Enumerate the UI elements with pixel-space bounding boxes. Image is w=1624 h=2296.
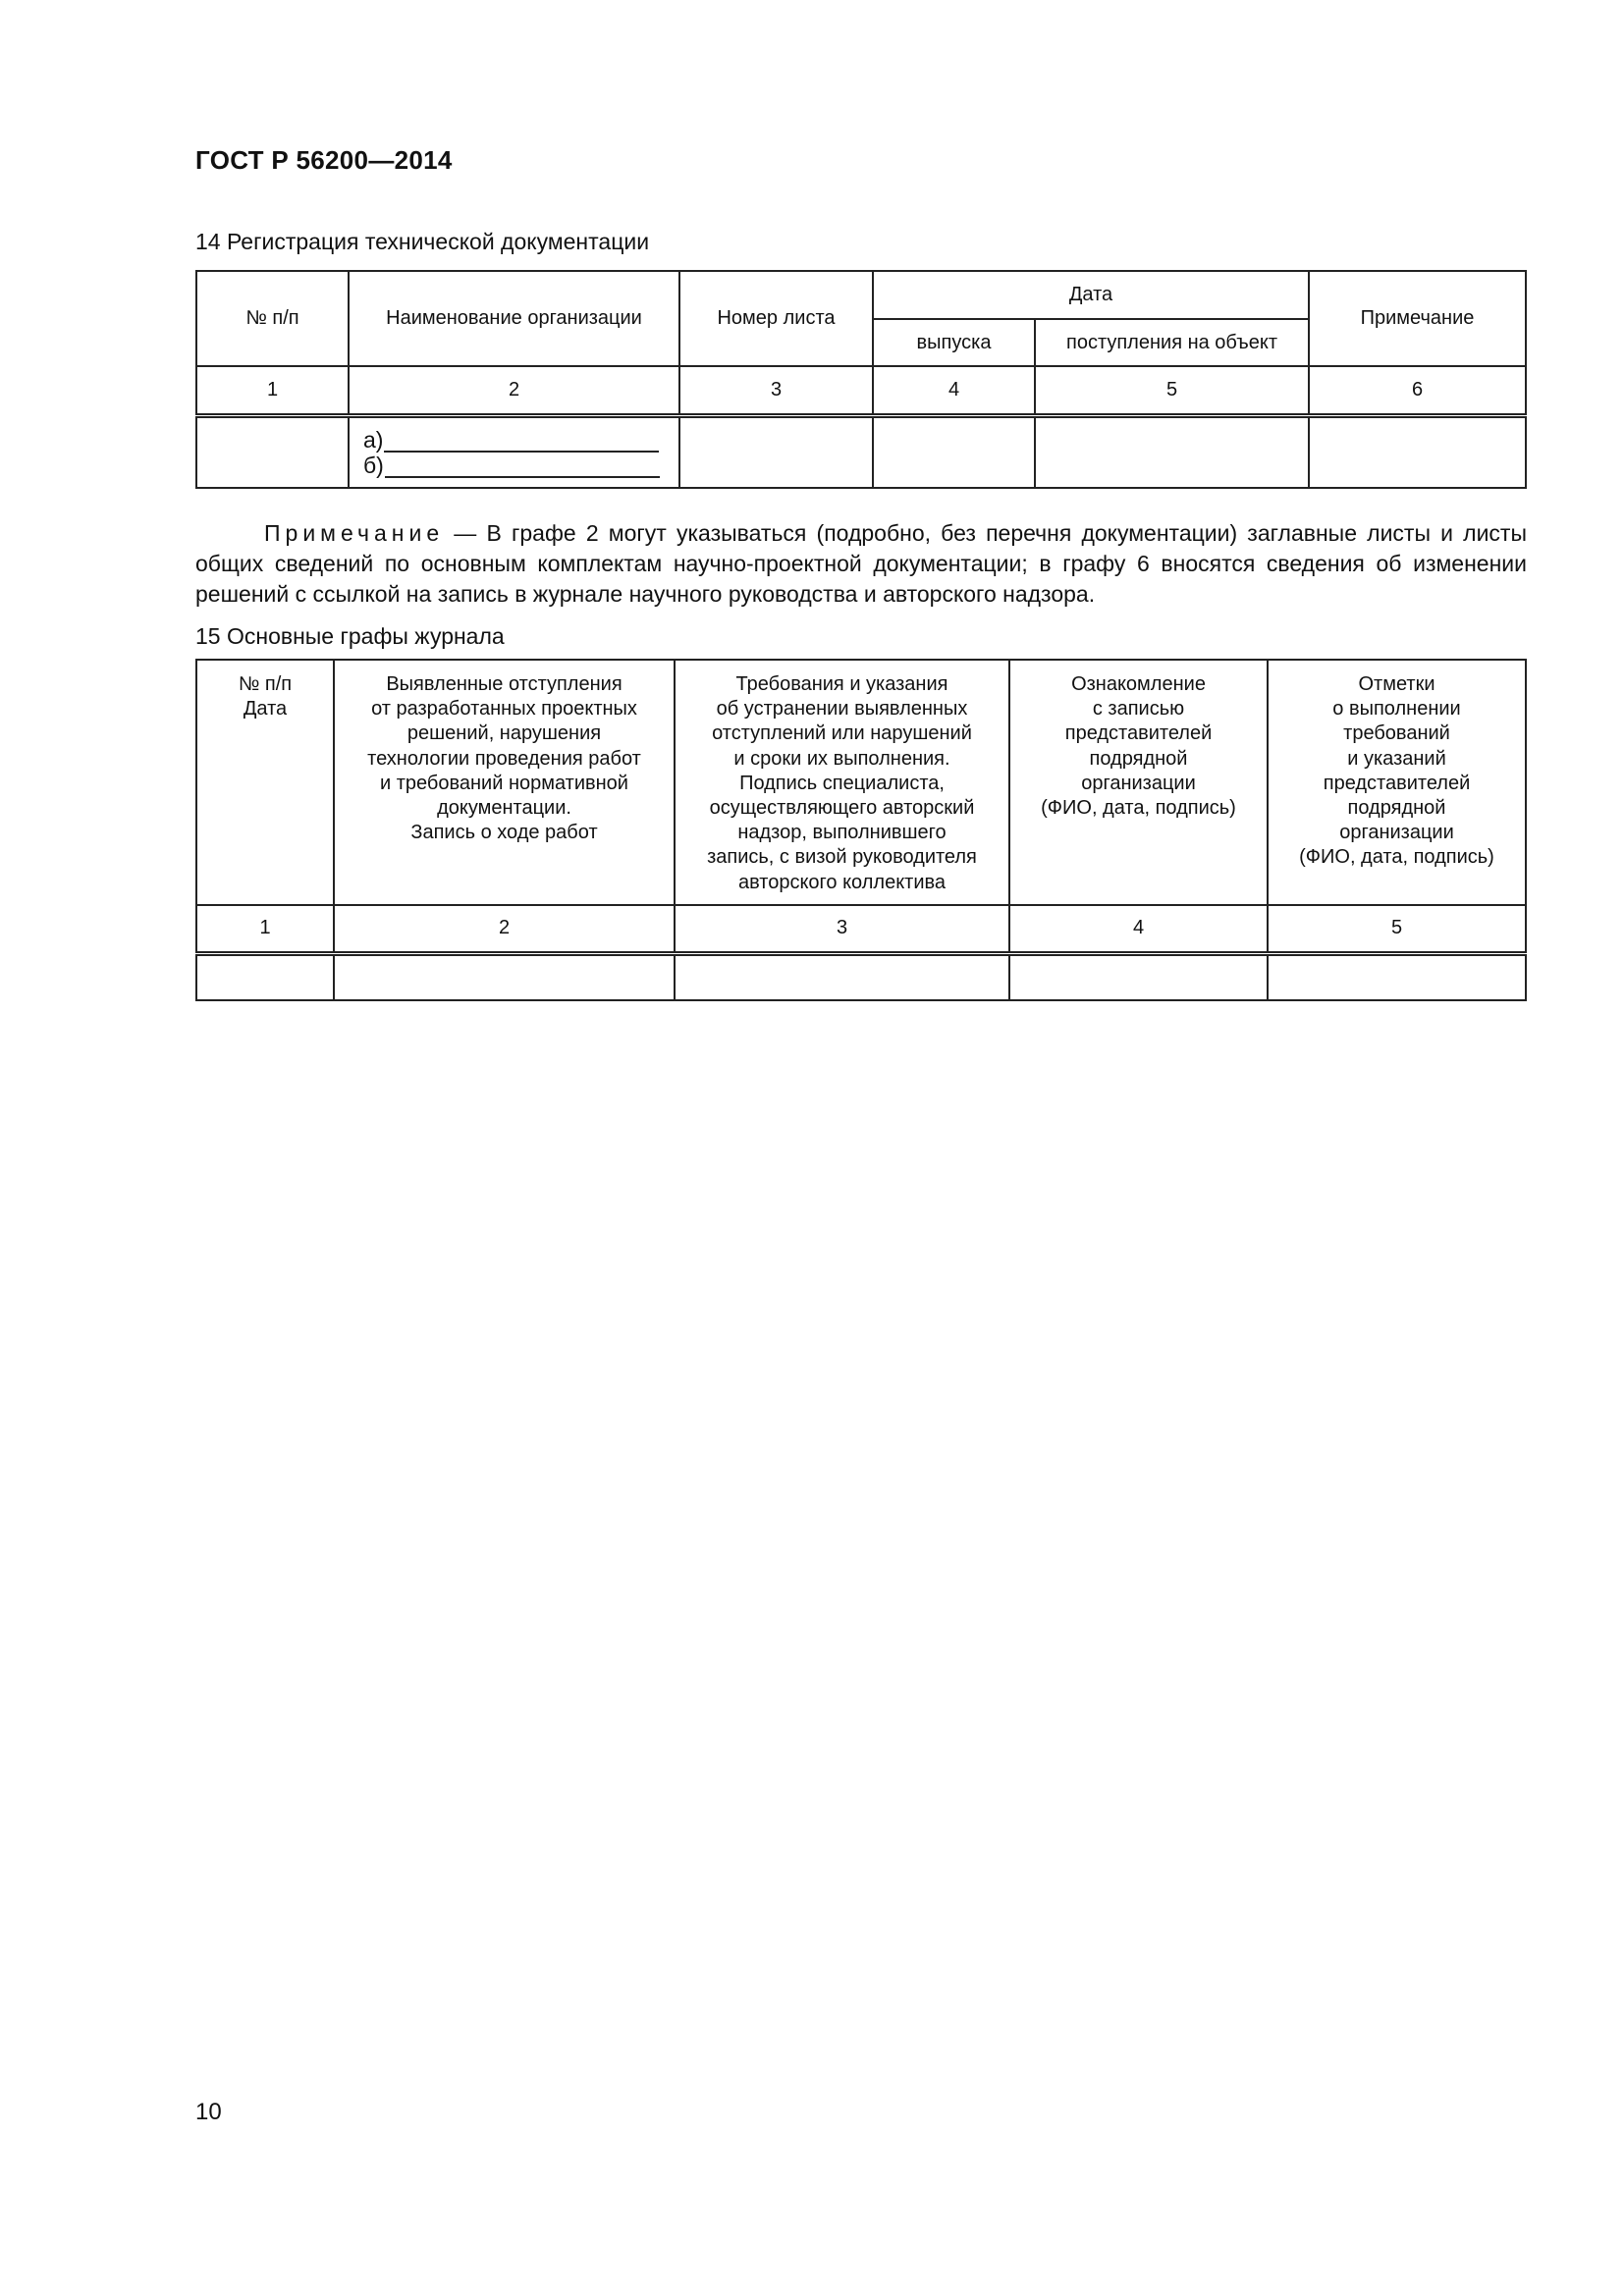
section-15-title: 15 Основные графы журнала [195,623,505,649]
blank-cell [675,953,1009,1000]
column-number-3: 3 [679,366,873,415]
organization-blank-lines [349,415,679,488]
column-number-2: 2 [349,366,679,415]
blank-line-a-label: а) [363,426,384,453]
column-number-1: 1 [196,366,349,415]
blank-cell [1009,953,1268,1000]
blank-cell [873,415,1035,488]
note-paragraph [195,518,1527,610]
blank-cell [334,953,675,1000]
header-note: Примечание [1309,271,1526,366]
blank-cell [679,415,873,488]
header-date: Дата [873,271,1309,319]
header-requirements: Требования и указания об устранении выявленных отступлений или нарушений и сроки их выполнения. Подпись специалиста, осуществляющего авторский надзор, выполнившего запись, с визой руководителя авторского коллектива [675,660,1009,905]
journal-main-columns-table [195,659,1527,1001]
blank-cell [196,953,334,1000]
column-number-3: 3 [675,905,1009,953]
column-number-1: 1 [196,905,334,953]
blank-line-a [363,427,673,453]
column-number-4: 4 [873,366,1035,415]
column-number-4: 4 [1009,905,1268,953]
blank-line-b [363,453,673,478]
blank-cell [1268,953,1526,1000]
header-no: № п/п [196,271,349,366]
header-date-arrival: поступления на объект [1035,319,1309,366]
note-text: — В графе 2 могут указываться (подробно, без перечня документации) заглавные листы и листы общих сведений по основным комплектам научно-проектной документации; в графу 6 вносятся сведения об изменении решений с ссылкой на запись в журнале научного руководства и авторского надзора. [195,520,1527,607]
document-code-header: ГОСТ Р 56200—2014 [195,145,453,175]
page-number: 10 [195,2099,222,2125]
header-acknowledgement: Ознакомление с записью представителей подрядной организации (ФИО, дата, подпись) [1009,660,1268,905]
header-date-issue: выпуска [873,319,1035,366]
column-number-2: 2 [334,905,675,953]
blank-cell [1035,415,1309,488]
column-number-5: 5 [1268,905,1526,953]
header-completion-marks: Отметки о выполнении требований и указаний представителей подрядной организации (ФИО, дата, подпись) [1268,660,1526,905]
header-deviations: Выявленные отступления от разработанных проектных решений, нарушения технологии проведения работ и требований нормативной документации. Запись о ходе работ [334,660,675,905]
header-sheet-number: Номер листа [679,271,873,366]
technical-documentation-registration-table [195,270,1527,489]
blank-line-b-label: б) [363,452,384,478]
column-number-5: 5 [1035,366,1309,415]
header-organization-name: Наименование организации [349,271,679,366]
blank-cell [1309,415,1526,488]
header-no-date: № п/п Дата [196,660,334,905]
blank-line-a-underline [384,429,659,453]
blank-line-b-underline [385,454,660,478]
note-label: Примечание [264,520,445,546]
blank-cell [196,415,349,488]
section-14-title: 14 Регистрация технической документации [195,229,650,254]
column-number-6: 6 [1309,366,1526,415]
